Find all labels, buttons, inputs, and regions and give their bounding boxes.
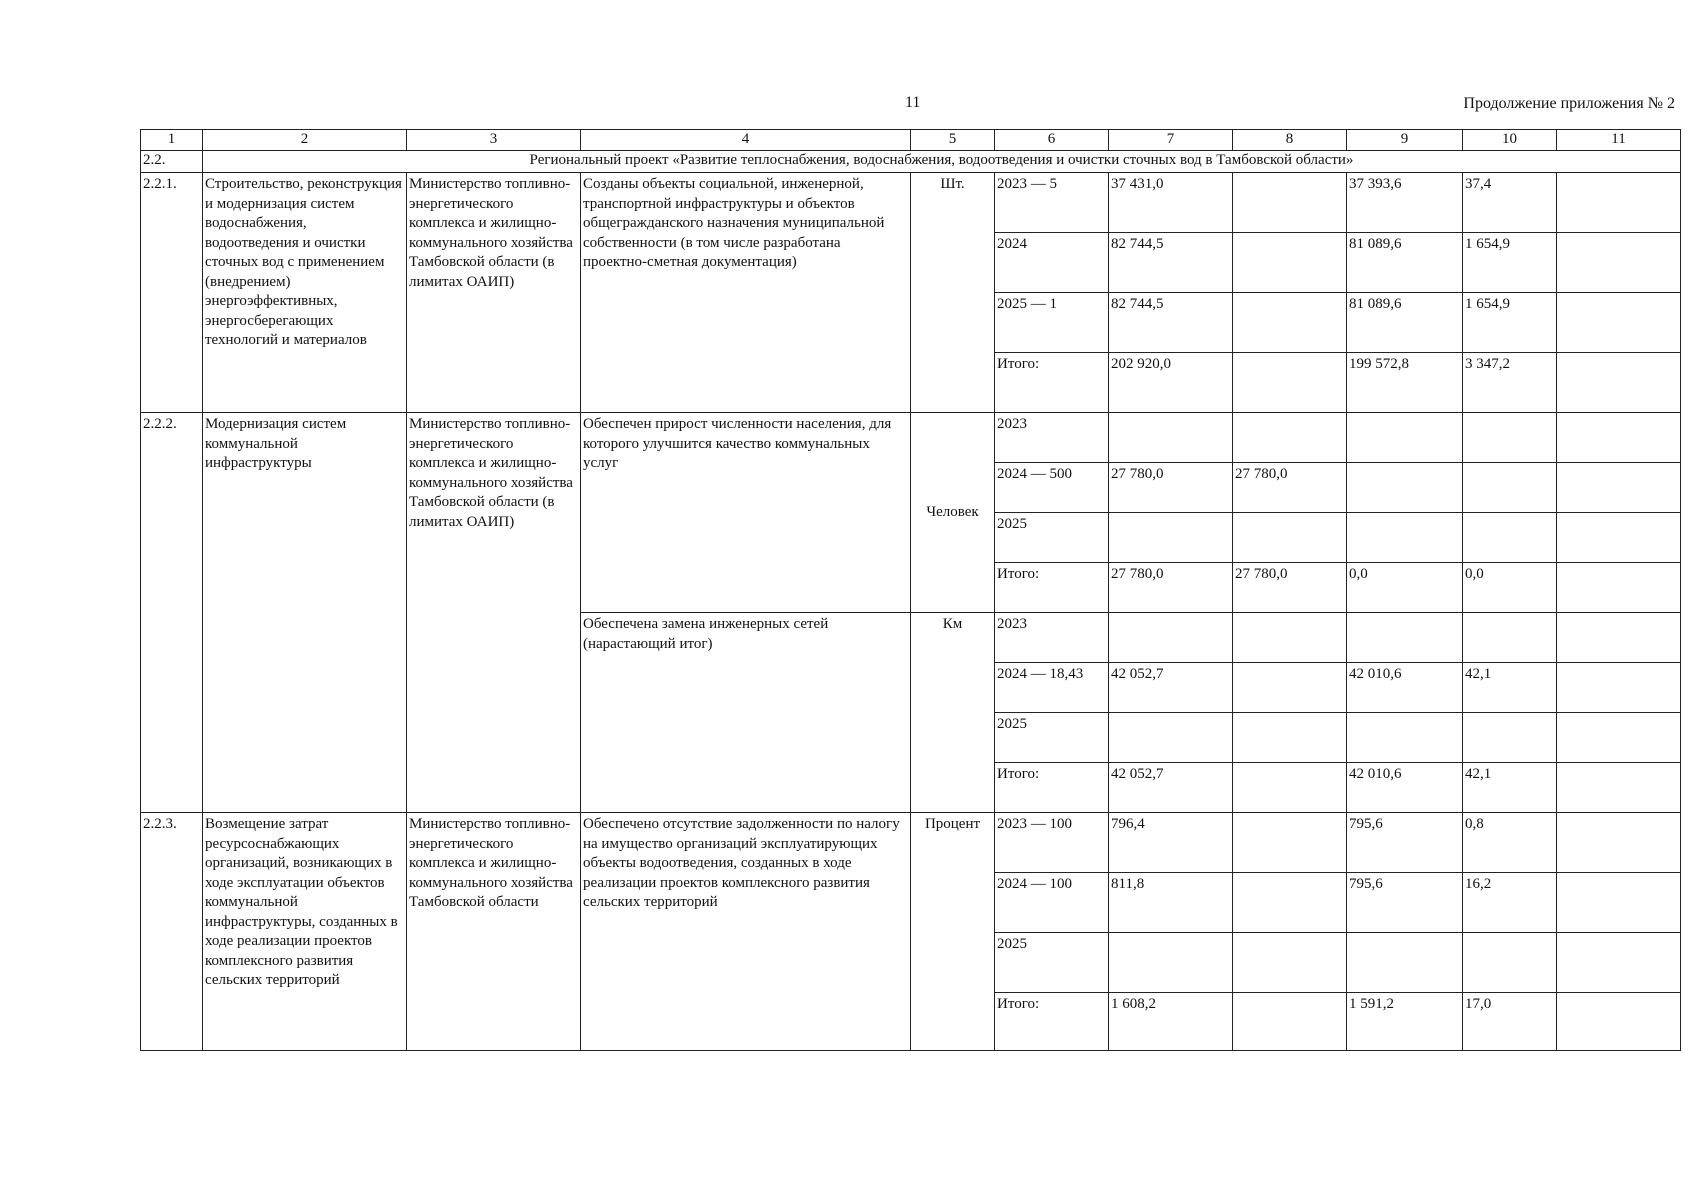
amount-cell: 42 052,7 [1109,663,1233,713]
year-cell: 2025 [995,513,1109,563]
amount-cell [1463,463,1557,513]
amount-cell [1557,463,1681,513]
amount-cell [1233,513,1347,563]
item-unit: Км [911,613,995,813]
header-cell: 7 [1109,130,1233,151]
section-title: Региональный проект «Развитие теплоснабжения, водоснабжения, водоотведения и очистки сточных вод в Тамбовской области» [203,151,1681,173]
amount-cell [1233,173,1347,233]
amount-cell: 795,6 [1347,873,1463,933]
year-cell: 2024 — 100 [995,873,1109,933]
amount-cell [1233,813,1347,873]
total-label: Итого: [995,993,1109,1051]
item-executor: Министерство топливно-энергетического комплекса и жилищно-коммунального хозяйства Тамбовской области [407,813,581,1051]
amount-cell: 81 089,6 [1347,233,1463,293]
item-name: Модернизация систем коммунальной инфраструктуры [203,413,407,813]
year-cell: 2025 — 1 [995,293,1109,353]
amount-cell [1233,713,1347,763]
amount-cell [1347,933,1463,993]
amount-cell: 16,2 [1463,873,1557,933]
year-cell: 2024 — 500 [995,463,1109,513]
amount-cell: 1 654,9 [1463,293,1557,353]
amount-cell: 1 654,9 [1463,233,1557,293]
year-cell: 2023 [995,413,1109,463]
item-number: 2.2.3. [141,813,203,1051]
amount-cell [1233,233,1347,293]
amount-cell: 42 010,6 [1347,663,1463,713]
total-label: Итого: [995,353,1109,413]
amount-cell [1347,413,1463,463]
amount-cell [1233,413,1347,463]
amount-cell: 42,1 [1463,663,1557,713]
amount-cell: 17,0 [1463,993,1557,1051]
header-cell: 2 [203,130,407,151]
continuation-label: Продолжение приложения № 2 [1463,95,1675,112]
amount-cell [1557,413,1681,463]
amount-cell [1557,613,1681,663]
item-result: Обеспечена замена инженерных сетей (нарастающий итог) [581,613,911,813]
amount-cell: 0,8 [1463,813,1557,873]
item-name: Возмещение затрат ресурсоснабжающих организаций, возникающих в ходе эксплуатации объектов коммунальной инфраструктуры, созданных в ходе реализации проектов комплексного развития сельских территорий [203,813,407,1051]
amount-cell: 81 089,6 [1347,293,1463,353]
table-row [141,813,1681,873]
year-cell: 2023 [995,613,1109,663]
header-cell: 1 [141,130,203,151]
year-cell: 2023 — 5 [995,173,1109,233]
amount-cell [1233,353,1347,413]
amount-cell [1557,873,1681,933]
amount-cell [1557,993,1681,1051]
header-cell: 3 [407,130,581,151]
amount-cell [1109,713,1233,763]
amount-cell [1557,933,1681,993]
amount-cell: 0,0 [1463,563,1557,613]
amount-cell [1557,173,1681,233]
item-unit: Человек [911,413,995,613]
header-cell: 11 [1557,130,1681,151]
amount-cell: 27 780,0 [1109,463,1233,513]
header-cell: 6 [995,130,1109,151]
amount-cell [1233,763,1347,813]
amount-cell [1557,813,1681,873]
amount-cell: 82 744,5 [1109,293,1233,353]
item-executor: Министерство топливно-энергетического комплекса и жилищно-коммунального хозяйства Тамбовской области (в лимитах ОАИП) [407,413,581,813]
amount-cell: 37 431,0 [1109,173,1233,233]
amount-cell [1557,563,1681,613]
total-label: Итого: [995,563,1109,613]
amount-cell [1463,713,1557,763]
year-cell: 2025 [995,713,1109,763]
amount-cell [1233,933,1347,993]
amount-cell [1557,293,1681,353]
amount-cell [1557,353,1681,413]
item-result: Обеспечен прирост численности населения, для которого улучшится качество коммунальных услуг [581,413,911,613]
amount-cell: 42 052,7 [1109,763,1233,813]
amount-cell: 42,1 [1463,763,1557,813]
amount-cell [1233,613,1347,663]
amount-cell: 27 780,0 [1233,463,1347,513]
year-cell: 2023 — 100 [995,813,1109,873]
amount-cell: 199 572,8 [1347,353,1463,413]
section-number: 2.2. [141,151,203,173]
amount-cell [1463,413,1557,463]
amount-cell [1109,513,1233,563]
table-row [141,413,1681,463]
amount-cell: 42 010,6 [1347,763,1463,813]
amount-cell [1557,233,1681,293]
year-cell: 2025 [995,933,1109,993]
amount-cell [1233,993,1347,1051]
section-row [141,151,1681,173]
total-label: Итого: [995,763,1109,813]
amount-cell: 37,4 [1463,173,1557,233]
amount-cell [1109,933,1233,993]
amount-cell [1557,713,1681,763]
header-cell: 5 [911,130,995,151]
item-number: 2.2.1. [141,173,203,413]
amount-cell: 1 591,2 [1347,993,1463,1051]
amount-cell [1557,663,1681,713]
amount-cell [1463,513,1557,563]
page-number: 11 [905,94,921,111]
item-unit: Процент [911,813,995,1051]
amount-cell: 3 347,2 [1463,353,1557,413]
year-cell: 2024 [995,233,1109,293]
item-unit: Шт. [911,173,995,413]
item-name: Строительство, реконструкция и модернизация систем водоснабжения, водоотведения и очистки сточных вод с применением (внедрением) энергоэффективных, энергосберегающих технологий и материалов [203,173,407,413]
program-table [140,129,1681,1051]
item-result: Обеспечено отсутствие задолженности по налогу на имущество организаций эксплуатирующих объекты водоотведения, созданных в ходе реализации проектов комплексного развития сельских территорий [581,813,911,1051]
amount-cell: 202 920,0 [1109,353,1233,413]
amount-cell [1347,613,1463,663]
amount-cell [1463,933,1557,993]
year-cell: 2024 — 18,43 [995,663,1109,713]
amount-cell [1109,613,1233,663]
header-cell: 9 [1347,130,1463,151]
header-cell: 4 [581,130,911,151]
item-number: 2.2.2. [141,413,203,813]
amount-cell: 811,8 [1109,873,1233,933]
item-result: Созданы объекты социальной, инженерной, транспортной инфраструктуры и объектов общегражданского назначения муниципальной собственности (в том числе разработана проектно-сметная документация) [581,173,911,413]
header-cell: 8 [1233,130,1347,151]
amount-cell [1233,663,1347,713]
amount-cell [1347,713,1463,763]
amount-cell [1463,613,1557,663]
amount-cell [1233,293,1347,353]
amount-cell [1347,513,1463,563]
amount-cell: 27 780,0 [1233,563,1347,613]
item-executor: Министерство топливно-энергетического комплекса и жилищно-коммунального хозяйства Тамбовской области (в лимитах ОАИП) [407,173,581,413]
amount-cell [1557,763,1681,813]
amount-cell: 82 744,5 [1109,233,1233,293]
amount-cell: 27 780,0 [1109,563,1233,613]
amount-cell [1557,513,1681,563]
amount-cell [1347,463,1463,513]
amount-cell: 0,0 [1347,563,1463,613]
amount-cell: 795,6 [1347,813,1463,873]
amount-cell [1233,873,1347,933]
table-row [141,173,1681,233]
amount-cell: 1 608,2 [1109,993,1233,1051]
header-row [141,130,1681,151]
header-cell: 10 [1463,130,1557,151]
amount-cell: 796,4 [1109,813,1233,873]
amount-cell: 37 393,6 [1347,173,1463,233]
amount-cell [1109,413,1233,463]
